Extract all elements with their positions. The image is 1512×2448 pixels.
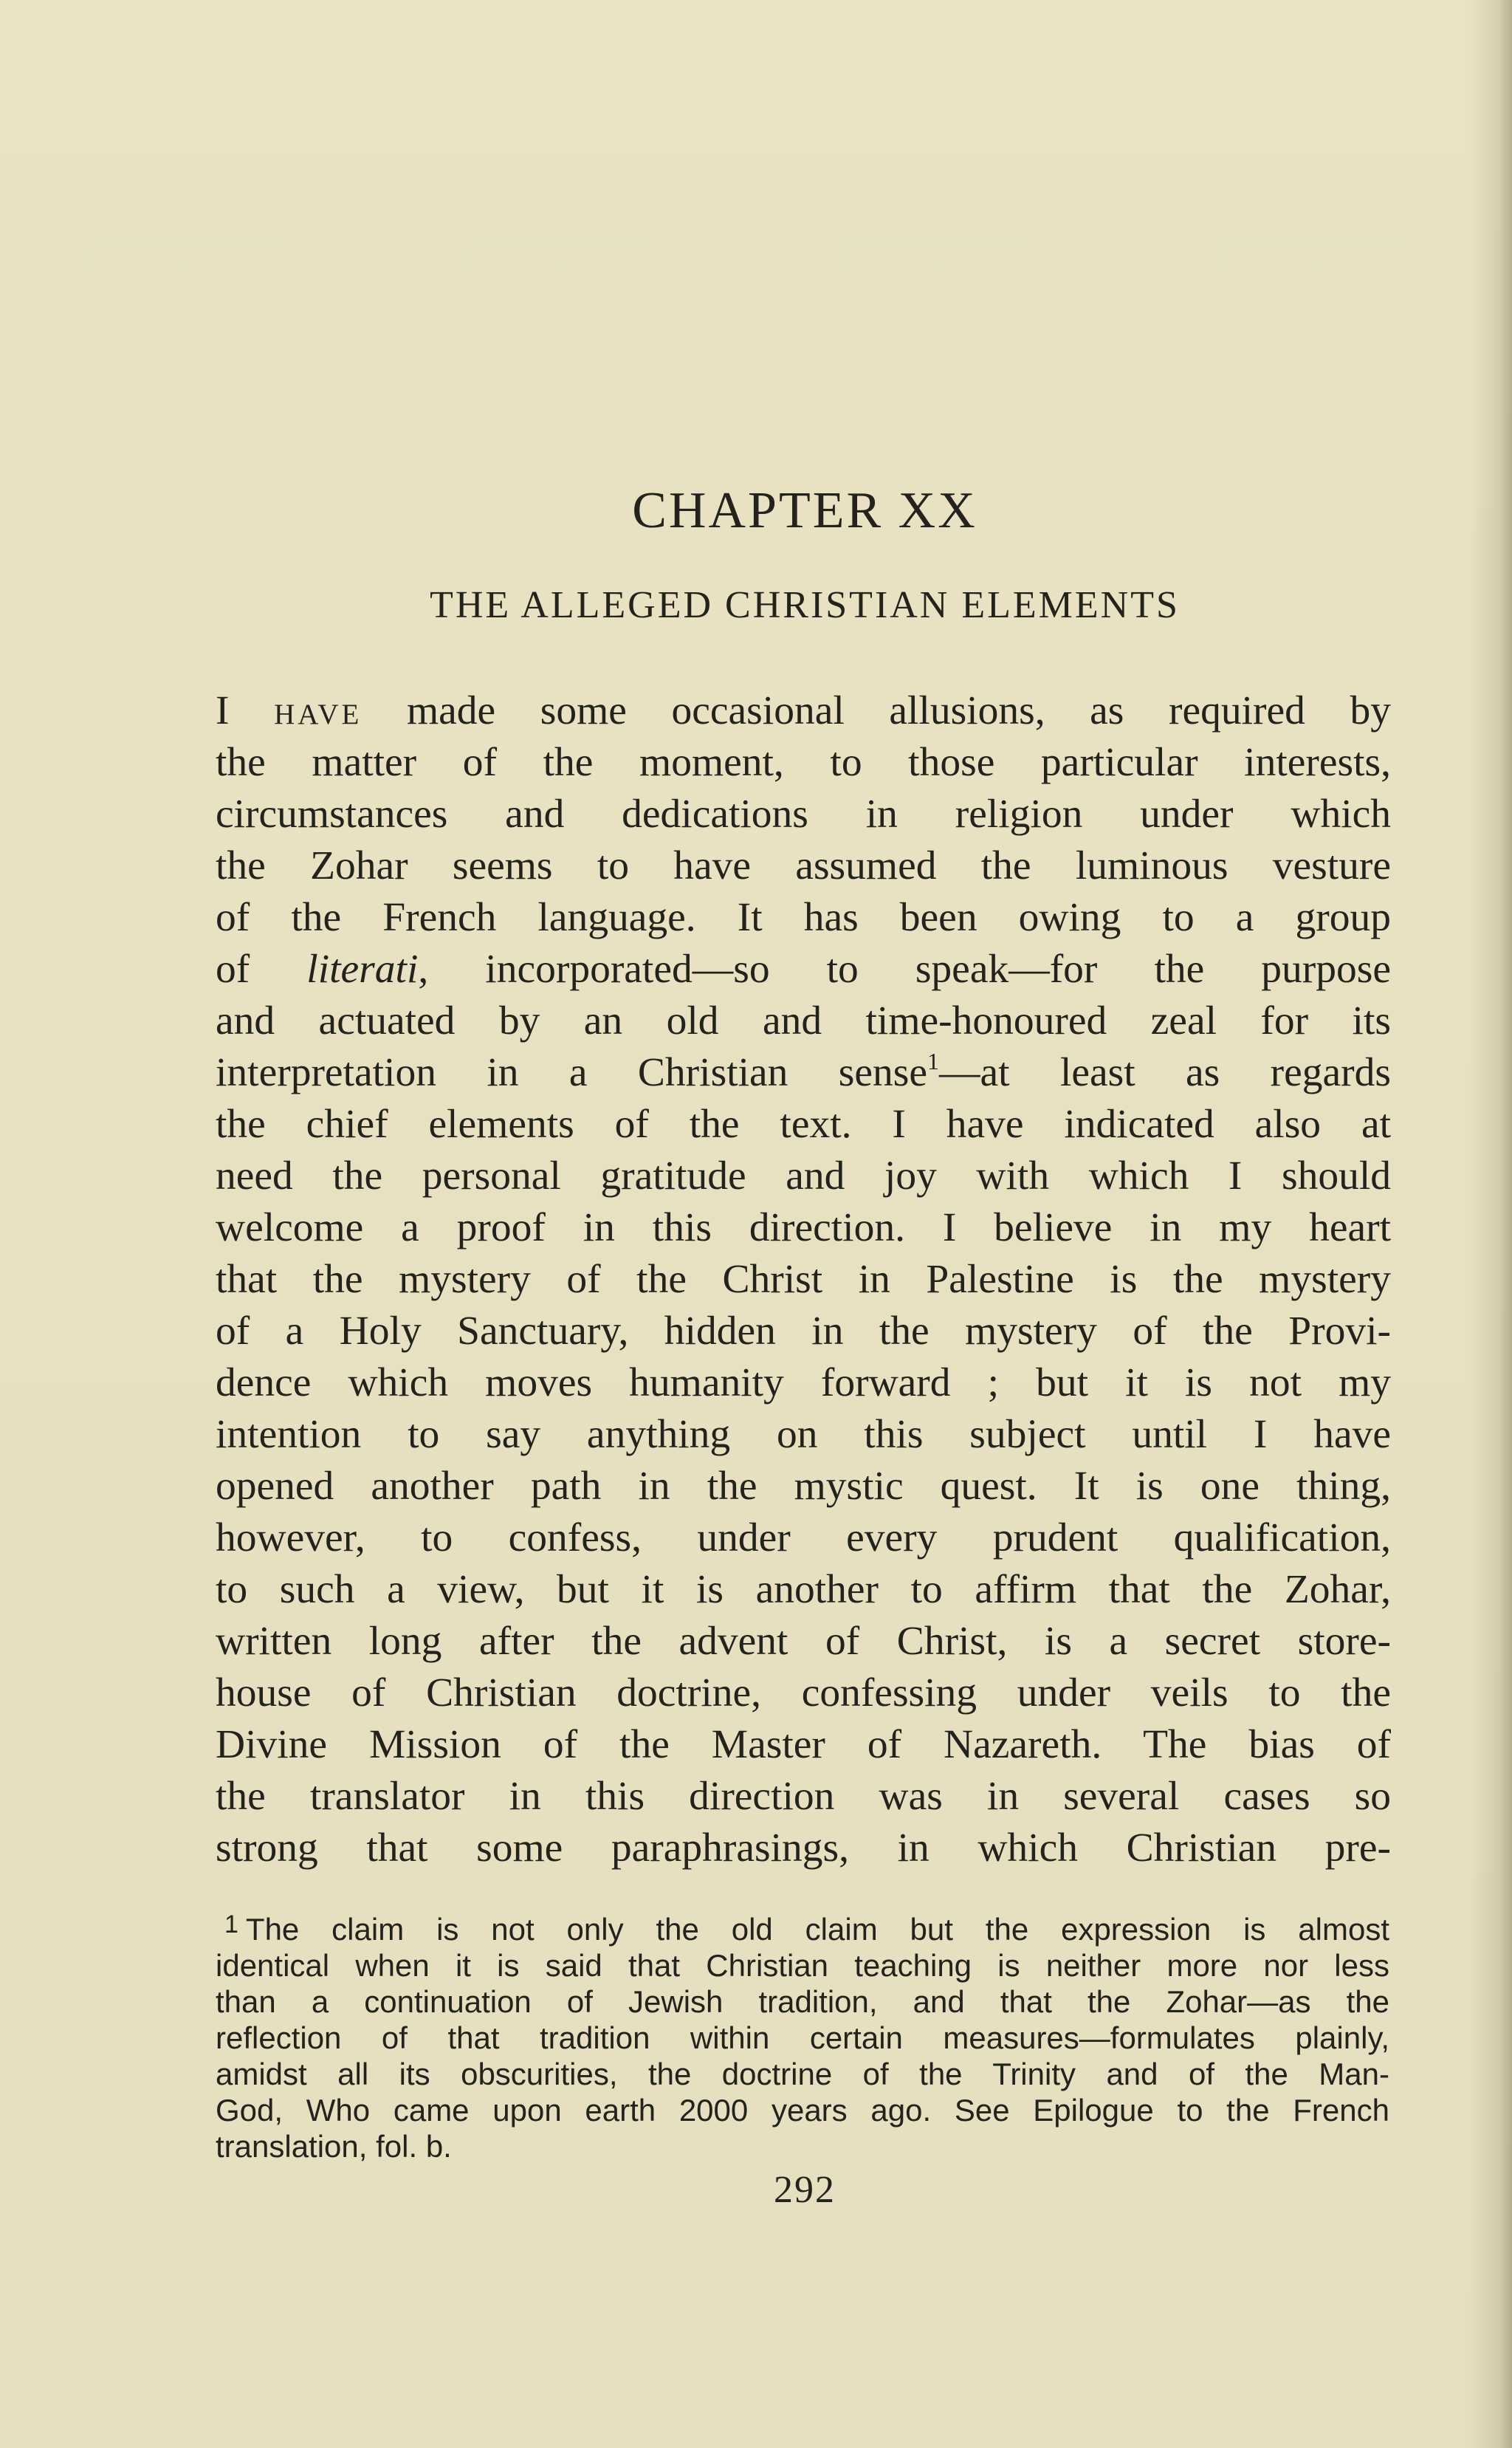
- body-line: the matter of the moment, to those particular interests,: [216, 740, 1391, 785]
- body-line: written long after the advent of Christ, is a secret store-: [216, 1619, 1391, 1664]
- footnote-line: [216, 1911, 1389, 1947]
- body-line-text: of: [216, 947, 307, 992]
- footnote: [216, 1911, 1389, 2164]
- opening-word: I: [216, 688, 230, 733]
- footnote-line: identical when it is said that Christian teaching is neither more nor less: [216, 1948, 1389, 1983]
- footnote-line: translation, fol. b.: [216, 2129, 452, 2164]
- body-line: and actuated by an old and time-honoured zeal for its: [216, 998, 1391, 1043]
- body-line: house of Christian doctrine, confessing under veils to the: [216, 1670, 1391, 1715]
- body-line: Divine Mission of the Master of Nazareth. The bias of: [216, 1722, 1391, 1767]
- body-line: welcome a proof in this direction. I believe in my heart: [216, 1205, 1391, 1250]
- body-line: [216, 685, 1391, 737]
- footnote-line: reflection of that tradition within certain measures—formulates plainly,: [216, 2020, 1389, 2055]
- opening-smallcaps: have: [274, 688, 362, 733]
- body-line: need the personal gratitude and joy with which I should: [216, 1153, 1391, 1199]
- body-line: that the mystery of the Christ in Palestine is the mystery: [216, 1257, 1391, 1302]
- italic-term: literati: [306, 947, 419, 992]
- footnote-reference[interactable]: 1: [927, 1048, 940, 1074]
- body-line: the Zohar seems to have assumed the luminous vesture: [216, 843, 1391, 888]
- body-line: strong that some paraphrasings, in which Christian pre-: [216, 1825, 1391, 1871]
- chapter-heading: CHAPTER XX: [632, 482, 977, 539]
- body-line-text: , incorporated—so to speak—for the purpose: [418, 947, 1392, 992]
- footnote-line: than a continuation of Jewish tradition, and that the Zohar—as the: [216, 1984, 1389, 2019]
- footnote-line: amidst all its obscurities, the doctrine of the Trinity and of the Man-: [216, 2057, 1389, 2091]
- body-line-text: —at least as regards: [939, 1050, 1391, 1095]
- footnote-marker: 1: [224, 1910, 238, 1938]
- chapter-subtitle: THE ALLEGED CHRISTIAN ELEMENTS: [430, 584, 1180, 626]
- body-paragraph: [216, 685, 1391, 1874]
- page-number: 292: [774, 2169, 836, 2211]
- body-line: the translator in this direction was in several cases so: [216, 1774, 1391, 1819]
- body-line-text: interpretation in a Christian sense: [216, 1050, 928, 1095]
- footnote-line-text: The claim is not only the old claim but the expression is almost: [245, 1912, 1389, 1947]
- body-line: opened another path in the mystic quest. It is one thing,: [216, 1464, 1391, 1509]
- body-line: of the French language. It has been owing to a group: [216, 895, 1391, 940]
- body-line: circumstances and dedications in religion under which: [216, 792, 1391, 837]
- body-line: to such a view, but it is another to affirm that the Zohar,: [216, 1567, 1391, 1612]
- body-line-text: made some occasional allusions, as required by: [362, 688, 1391, 733]
- body-line: [216, 1047, 1391, 1099]
- body-line: the chief elements of the text. I have indicated also at: [216, 1102, 1391, 1147]
- body-line: [216, 944, 1391, 995]
- body-line: intention to say anything on this subject until I have: [216, 1412, 1391, 1457]
- footnote-line: God, Who came upon earth 2000 years ago. See Epilogue to the French: [216, 2093, 1389, 2128]
- body-line: however, to confess, under every prudent qualification,: [216, 1515, 1391, 1560]
- body-line: dence which moves humanity forward ; but it is not my: [216, 1360, 1391, 1405]
- body-line: of a Holy Sanctuary, hidden in the mystery of the Provi-: [216, 1309, 1391, 1354]
